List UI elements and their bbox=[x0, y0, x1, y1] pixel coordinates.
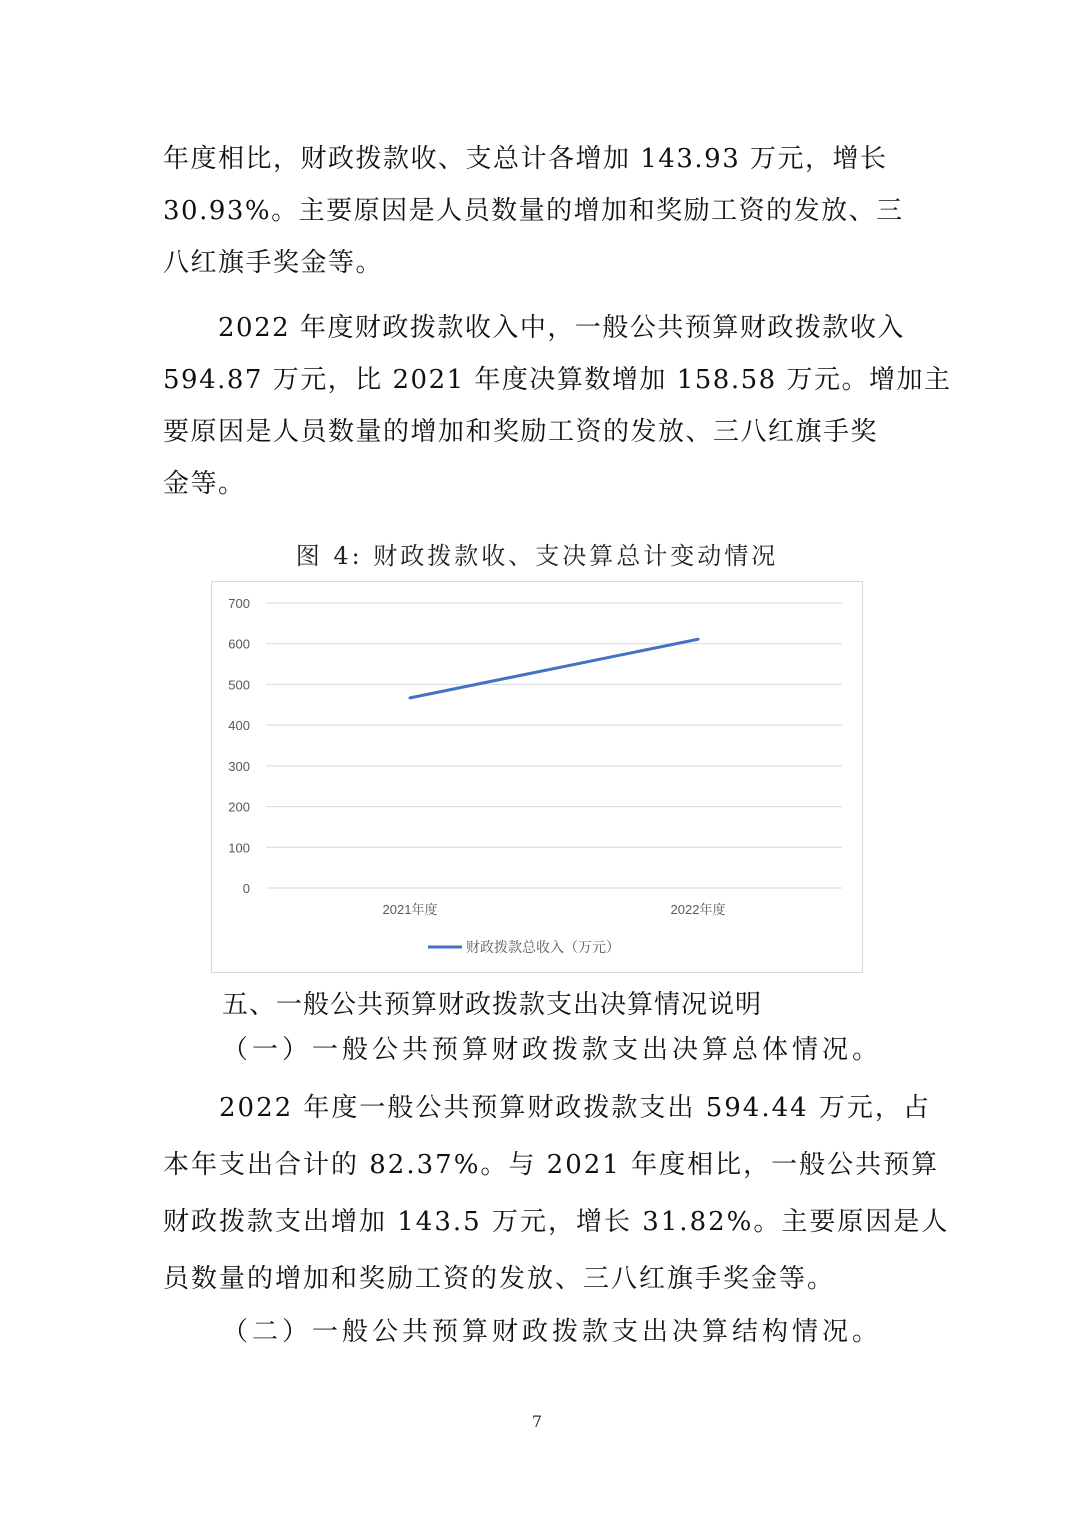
y-tick-label: 500 bbox=[228, 677, 250, 693]
paragraph-line: 30.93%。主要原因是人员数量的增加和奖励工资的发放、三 bbox=[163, 196, 904, 226]
series-line bbox=[410, 639, 698, 698]
paragraph-line: 要原因是人员数量的增加和奖励工资的发放、三八红旗手奖 bbox=[163, 417, 879, 447]
paragraph-2 bbox=[163, 302, 952, 510]
paragraph-line: 2022 年度财政拨款收入中，一般公共预算财政拨款收入 bbox=[163, 313, 905, 343]
legend-label: 财政拨款总收入（万元） bbox=[466, 939, 620, 955]
page-number: 7 bbox=[531, 1412, 543, 1431]
paragraph-line: 2022 年度一般公共预算财政拨款支出 594.44 万元，占 bbox=[163, 1093, 931, 1123]
paragraph-line: 金等。 bbox=[163, 469, 246, 499]
paragraph-line: 年度相比，财政拨款收、支总计各增加 143.93 万元，增长 bbox=[163, 144, 888, 174]
paragraph-3 bbox=[163, 1080, 950, 1308]
paragraph-1 bbox=[163, 133, 911, 289]
chart-svg bbox=[212, 582, 862, 972]
x-tick-label: 2022年度 bbox=[670, 902, 726, 917]
paragraph-line: 八红旗手奖金等。 bbox=[163, 248, 384, 278]
subsection-heading-1: （一）一般公共预算财政拨款支出决算总体情况。 bbox=[222, 1035, 883, 1065]
paragraph-line: 本年支出合计的 82.37%。与 2021 年度相比，一般公共预算 bbox=[163, 1150, 940, 1180]
y-tick-label: 100 bbox=[228, 840, 250, 856]
line-chart bbox=[211, 581, 863, 973]
y-tick-label: 300 bbox=[228, 758, 250, 774]
y-tick-label: 400 bbox=[228, 718, 250, 734]
paragraph-line: 员数量的增加和奖励工资的发放、三八红旗手奖金等。 bbox=[163, 1264, 836, 1294]
paragraph-line: 财政拨款支出增加 143.5 万元，增长 31.82%。主要原因是人 bbox=[163, 1207, 950, 1237]
y-tick-label: 700 bbox=[228, 596, 250, 611]
figure-caption: 图 4: 财政拨款收、支决算总计变动情况 bbox=[295, 542, 779, 570]
y-tick-label: 600 bbox=[228, 636, 250, 652]
subsection-heading-2: （二）一般公共预算财政拨款支出决算结构情况。 bbox=[222, 1317, 883, 1347]
y-tick-label: 200 bbox=[228, 799, 250, 815]
y-tick-label: 0 bbox=[242, 881, 250, 896]
x-tick-label: 2021年度 bbox=[382, 902, 438, 917]
section-heading: 五、一般公共预算财政拨款支出决算情况说明 bbox=[222, 990, 763, 1020]
paragraph-line: 594.87 万元，比 2021 年度决算数增加 158.58 万元。增加主 bbox=[163, 365, 952, 395]
